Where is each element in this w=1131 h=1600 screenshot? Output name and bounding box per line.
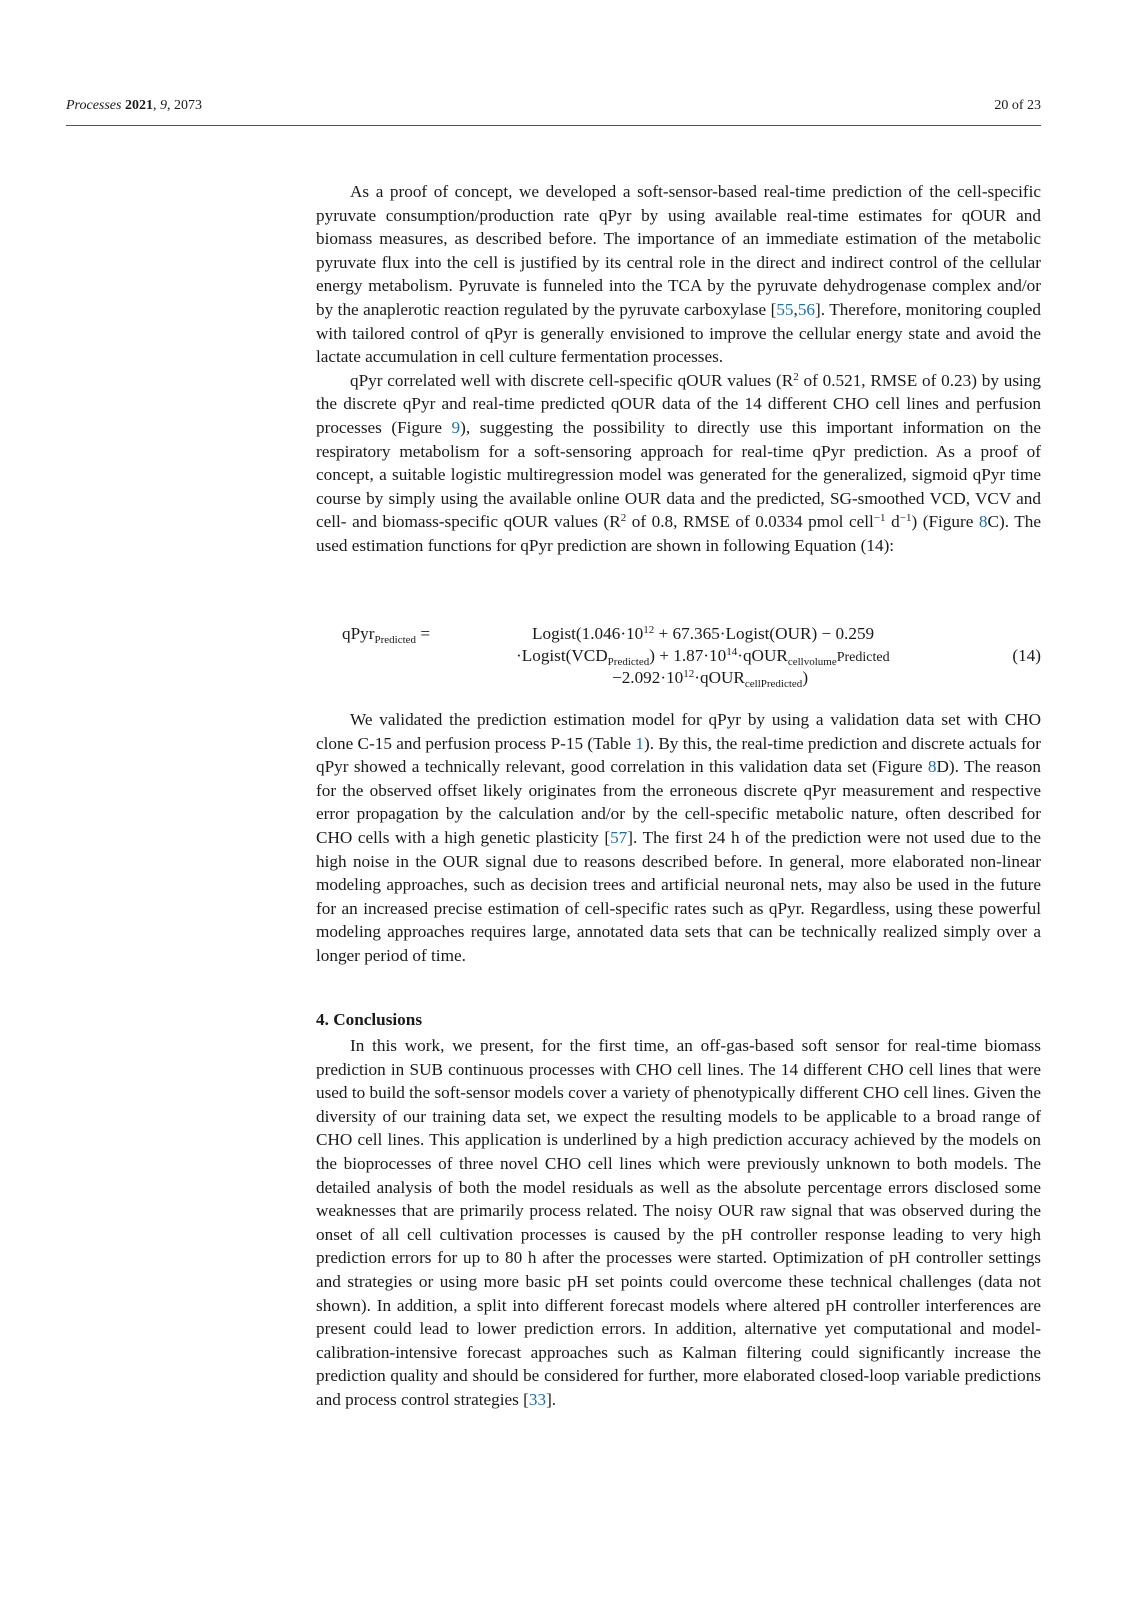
body-text-lower: [316, 1034, 1041, 1412]
citation-link[interactable]: 57: [610, 827, 628, 847]
paragraph-2: [316, 369, 1041, 558]
text: qPyr correlated well with discrete cell-specific qOUR values (R: [350, 370, 794, 390]
page-number: 20 of 23: [994, 98, 1041, 113]
equation-14: [316, 622, 1041, 694]
superscript: −1: [873, 512, 886, 525]
text: ,: [793, 299, 798, 319]
superscript: 2: [620, 512, 627, 525]
header-divider: [66, 125, 1041, 126]
text: ·qOUR: [694, 668, 745, 687]
superscript: 12: [643, 624, 655, 636]
text: ·qOUR: [737, 646, 788, 665]
citation-link[interactable]: 33: [528, 1389, 547, 1409]
citation-link[interactable]: 56: [797, 299, 815, 319]
text: Predicted: [836, 650, 890, 665]
superscript: 2: [793, 370, 799, 383]
superscript: 14: [726, 646, 738, 658]
superscript: 12: [683, 668, 695, 680]
figure-link[interactable]: 8: [978, 512, 988, 532]
text: ) (Figure: [911, 512, 979, 532]
text: of 0.521, RMSE of 0.23) by using the discrete qPyr and real-time predicted qOUR data of the 14 different CHO cell lines and perfusion processes (Figure: [316, 370, 1041, 437]
equation-number: (14): [1012, 646, 1041, 665]
text: ). By this, the real-time prediction and discrete actuals for qPyr showed a technically relevant, good correlation in this validation data set (Figure: [316, 733, 1041, 777]
text: ), suggesting the possibility to directly use this important information on the respiratory metabolism for a soft-sensoring approach for real-time qPyr prediction. As a proof of concept, a suitable logistic multiregression model was generated for the generalized, sigmoid qPyr time course by simply using the available online OUR data and the predicted, SG-smoothed VCD, VCV and cell- and biomass-specific qOUR values (R: [316, 417, 1041, 532]
text: In this work, we present, for the first time, an off-gas-based soft sensor for real-time biomass prediction in SUB continuous processes with CHO cell lines. The 14 different CHO cell lines that were used to build the soft-sensor models cover a variety of phenotypically different CHO cell lines. Given the diversity of our training data set, we expect the resulting models to be applicable to a broad range of CHO cell lines. This application is underlined by a high prediction accuracy achieved by the models on the bioprocesses of three novel CHO cell lines which were previously unknown to both models. The detailed analysis of both the model residuals as well as the absolute percentage errors disclosed some weaknesses that are primarily process related. The noisy OUR raw signal that was observed during the onset of all cell cultivation processes is caused by the pH controller response leading to very high prediction errors for up to 80 h after the processes were started. Optimization of pH controller settings and strategies or using more basic pH set points could overcome these technical challenges (data not shown). In addition, a split into different forecast models where altered pH controller interferences are present could lead to lower prediction errors. In addition, alternative yet computational and model-calibration-intensive forecast approaches such as Kalman filtering could significantly increase the prediction quality and should be considered for further, more elaborated closed-loop variable predictions and process control strategies [: [316, 1036, 1041, 1409]
text: We validated the prediction estimation model for qPyr by using a validation data set with CHO clone C-15 and perfusion process P-15 (Table: [316, 710, 1041, 753]
journal-citation: Processes 2021, 9, 2073: [66, 98, 202, 113]
subscript: Predicted: [374, 634, 417, 646]
equation-lhs: [342, 622, 430, 646]
equation-line-3: [612, 666, 808, 690]
text: ): [802, 668, 809, 687]
subscript: cellvolume: [787, 656, 837, 668]
body-text-upper: [316, 180, 1041, 558]
article-number: 2073: [173, 98, 202, 113]
citation-link[interactable]: 55: [776, 299, 794, 319]
paragraph-4: [316, 1034, 1041, 1412]
section-heading: 4. Conclusions: [316, 1010, 423, 1029]
text: As a proof of concept, we developed a soft-sensor-based real-time prediction of the cell-specific pyruvate consumption/production rate qPyr by using available real-time estimates for qOUR and biomass measures, as described before. The importance of an immediate estimation of the metabolic pyruvate flux into the cell is justified by its central role in the direct and indirect control of the cellular energy metabolism. Pyruvate is funneled into the TCA by the pyruvate dehydrogenase complex and/or by the anaplerotic reaction regulated by the pyruvate carboxylase [: [316, 182, 1041, 319]
journal-name: Processes: [66, 98, 122, 113]
subscript: cellPredicted: [744, 678, 803, 690]
text: Logist(1.046·10: [532, 624, 644, 643]
journal-volume: 9: [159, 98, 167, 113]
superscript: −1: [899, 512, 912, 525]
body-text-middle: [316, 708, 1041, 968]
text: ].: [546, 1389, 557, 1409]
text: qPyr: [342, 624, 375, 643]
text: ]. The first 24 h of the prediction were not used due to the high noise in the OUR signal due to reasons described before. In general, more elaborated non-linear modeling approaches, such as decision trees and artificial neuronal nets, may also be used in the future for an increased precise estimation of cell-specific rates such as qPyr. Regardless, using these powerful modeling approaches requires large, annotated data sets that can be technically realized simply over a longer period of time.: [316, 827, 1041, 965]
text: d: [885, 512, 900, 532]
text: ]. Therefore, monitoring coupled with tailored control of qPyr is generally envisioned to improve the cellular energy state and avoid the lactate accumulation in cell culture fermentation processes.: [316, 299, 1042, 367]
table-link[interactable]: 1: [635, 733, 644, 753]
text: D). The reason for the observed offset likely originates from the erroneous discrete qPyr measurement and respective error propagation by the calculation and/or by the cell-specific metabolic nature, often described for CHO cells with a high genetic plasticity [: [316, 757, 1041, 847]
text: ·Logist(VCD: [516, 646, 608, 665]
paragraph-3: [316, 708, 1041, 968]
running-header: [66, 98, 1041, 128]
text: + 67.365·Logist(OUR) − 0.259: [654, 624, 875, 643]
paragraph-1: [316, 180, 1041, 369]
journal-year: 2021: [124, 98, 153, 113]
equation-line-1: [532, 622, 874, 646]
text: ) + 1.87·10: [649, 646, 727, 665]
subscript: Predicted: [607, 656, 650, 668]
text: of 0.8, RMSE of 0.0334 pmol cell: [626, 512, 874, 532]
figure-link[interactable]: 9: [451, 417, 461, 437]
text: C). The used estimation functions for qPyr prediction are shown in following Equation (14):: [316, 512, 1041, 555]
text: =: [416, 624, 431, 643]
text: −2.092·10: [612, 668, 684, 687]
figure-link[interactable]: 8: [927, 757, 937, 777]
